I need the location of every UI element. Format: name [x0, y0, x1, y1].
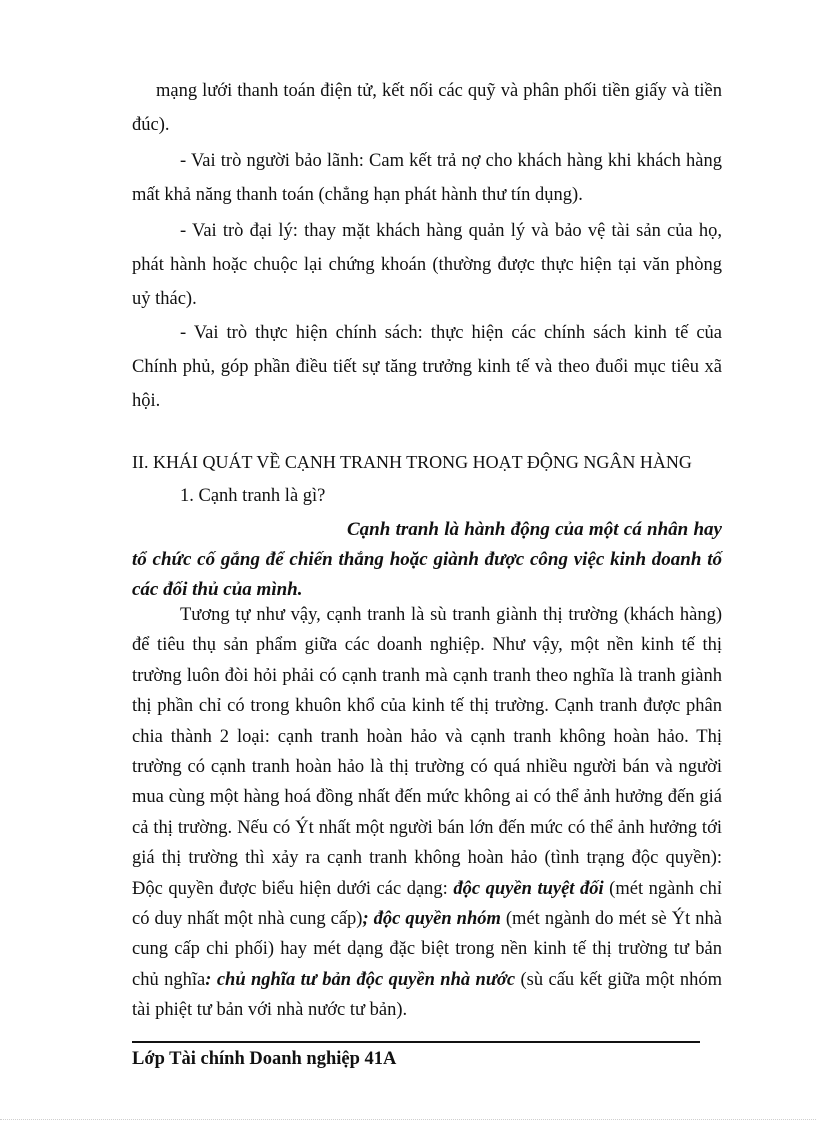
paragraph-guarantor-role: - Vai trò người bảo lãnh: Cam kết trả nợ cho khách hàng khi khách hàng mất khả năng thanh toán (chẳng hạn phát hành thư tín dụng).	[132, 151, 722, 205]
body-text-part-3: (mét ngành do mét sè Ýt nhà cung cấp chi phối) hay mét dạng đặc biệt trong nền kinh tế thị trường tư bản chủ nghĩa	[132, 909, 722, 990]
section-heading: II. KHÁI QUÁT VỀ CẠNH TRANH TRONG HOẠT ĐỘNG NGÂN HÀNG	[132, 452, 692, 472]
subsection-heading: 1. Cạnh tranh là gì?	[180, 486, 326, 506]
absolute-monopoly-term: độc quyền tuyệt đối	[453, 878, 604, 899]
body-text-part-1: Tương tự như vậy, cạnh tranh là sù tranh giành thị trường (khách hàng) để tiêu thụ sản phẩm giữa các doanh nghiệp. Như vậy, một nền kinh tế thị trường luôn đòi hỏi phải có cạnh tranh mà cạnh tranh theo nghĩa là tranh giành thị phần chỉ có trong khuôn khổ của kinh tế thị trường. Cạnh tranh được phân chia thành 2 loại: cạnh tranh hoàn hảo và cạnh tranh không hoàn hảo. Thị trường có cạnh tranh hoàn hảo là thị trường có quá nhiều người bán và người mua cùng một hàng hoá đồng nhất đến mức không ai có thể ảnh hưởng đến giá cả thị trường. Nếu có Ýt nhất một người bán lớn đến mức có thể ảnh hưởng tới giá thị trường thì xảy ra cạnh tranh không hoàn hảo (tình trạng độc quyền): Độc quyền được biểu hiện dưới các dạng:	[132, 605, 722, 899]
body-text-part-4: (sù cấu kết giữa một nhóm tài phiệt tư bản với nhà nước tư bản).	[132, 969, 723, 1021]
paragraph-agent-role: - Vai trò đại lý: thay mặt khách hàng quản lý và bảo vệ tài sản của họ, phát hành hoặc chuộc lại chứng khoán (thường được thực hiện tại văn phòng uỷ thác).	[132, 221, 722, 309]
page-bottom-edge	[0, 1119, 816, 1120]
paragraph-payment-network: mạng lưới thanh toán điện tử, kết nối các quỹ và phân phối tiền giấy và tiền đúc).	[132, 81, 722, 135]
body-text-part-2: (mét ngành chỉ có duy nhất một nhà cung cấp)	[132, 878, 722, 930]
footer-class-label: Lớp Tài chính Doanh nghiệp 41A	[132, 1049, 397, 1069]
state-monopoly-capitalism-term: : chủ nghĩa tư bản độc quyền nhà nước	[205, 969, 516, 990]
competition-definition: Cạnh tranh là hành động của một cá nhân hay tổ chức cố gắng để chiến thắng hoặc giành được công việc kinh doanh tố các đối thủ của mình.	[132, 519, 722, 600]
oligopoly-term: ; độc quyền nhóm	[362, 909, 501, 930]
paragraph-policy-role: - Vai trò thực hiện chính sách: thực hiện các chính sách kinh tế của Chính phủ, góp phần điều tiết sự tăng trưởng kinh tế và theo đuổi mục tiêu xã hội.	[132, 323, 722, 411]
competition-explanation	[132, 600, 722, 1026]
footer-divider	[132, 1041, 700, 1043]
